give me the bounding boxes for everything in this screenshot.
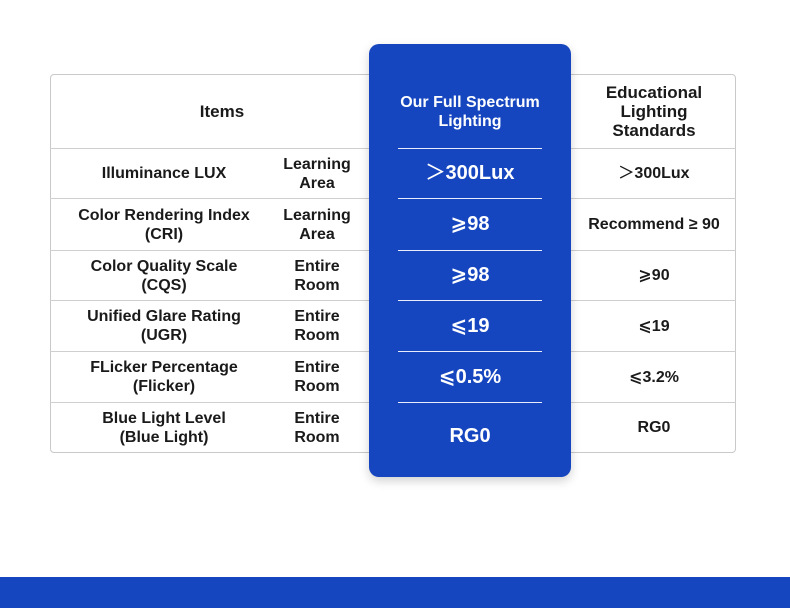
- row-area-label: Learning Area: [283, 155, 351, 192]
- row-standard-label: ⩽3.2%: [629, 368, 679, 386]
- row-ours: [369, 403, 571, 469]
- row-item: [52, 352, 276, 402]
- header-standard: [574, 75, 734, 148]
- row-area-label: Entire Room: [294, 359, 340, 395]
- row-item: [52, 149, 276, 198]
- header-items-label: Items: [199, 102, 245, 121]
- row-item-label: Unified Glare Rating (UGR): [87, 308, 241, 344]
- header-ours-label: Our Full Spectrum Lighting: [400, 93, 540, 130]
- row-standard: [574, 301, 734, 351]
- row-standard: [574, 199, 734, 250]
- row-area-label: Learning Area: [283, 206, 351, 243]
- row-standard: [574, 403, 734, 452]
- row-standard: [574, 352, 734, 402]
- row-item-label: Blue Light Level (Blue Light): [102, 409, 226, 446]
- row-ours: [369, 352, 571, 402]
- row-area: [276, 352, 358, 402]
- row-standard-label: RG0: [637, 419, 671, 436]
- row-standard-label: ⩾90: [638, 267, 670, 284]
- row-item: [52, 251, 276, 300]
- header-ours: [369, 80, 571, 143]
- row-standard: [574, 149, 734, 198]
- row-item-label: Color Quality Scale (CQS): [90, 257, 238, 294]
- row-standard-label: ⩽19: [638, 317, 670, 335]
- row-area: [276, 301, 358, 351]
- row-standard-label: ＞300Lux: [618, 165, 690, 182]
- row-ours: [369, 301, 571, 351]
- row-ours: [369, 199, 571, 250]
- row-ours-value: ⩽0.5%: [438, 365, 502, 388]
- row-area: [276, 199, 358, 250]
- row-ours-value: ＞300Lux: [425, 162, 515, 184]
- row-area-label: Entire Room: [294, 308, 340, 344]
- row-standard-label: Recommend ≥ 90: [588, 216, 720, 233]
- row-standard: [574, 251, 734, 300]
- row-ours-value: ⩾98: [450, 264, 490, 286]
- row-item-label: FLicker Percentage (Flicker): [90, 359, 238, 395]
- row-item-label: Color Rendering Index (CRI): [78, 206, 250, 243]
- row-area-label: Entire Room: [294, 409, 340, 446]
- header-items: [52, 75, 392, 148]
- bottom-banner: [0, 577, 790, 608]
- row-ours: [369, 149, 571, 198]
- header-standard-label: Educational Lighting Standards: [605, 83, 703, 140]
- row-area-label: Entire Room: [294, 257, 340, 294]
- row-area: [276, 403, 358, 452]
- row-area: [276, 251, 358, 300]
- row-item: [52, 301, 276, 351]
- row-item-label: Illuminance LUX: [101, 165, 227, 182]
- row-area: [276, 149, 358, 198]
- row-ours-value: ⩾98: [450, 213, 490, 235]
- row-item: [52, 403, 276, 452]
- row-ours-value: RG0: [449, 424, 491, 447]
- row-item: [52, 199, 276, 250]
- row-ours-value: ⩽19: [450, 314, 490, 337]
- row-ours: [369, 251, 571, 300]
